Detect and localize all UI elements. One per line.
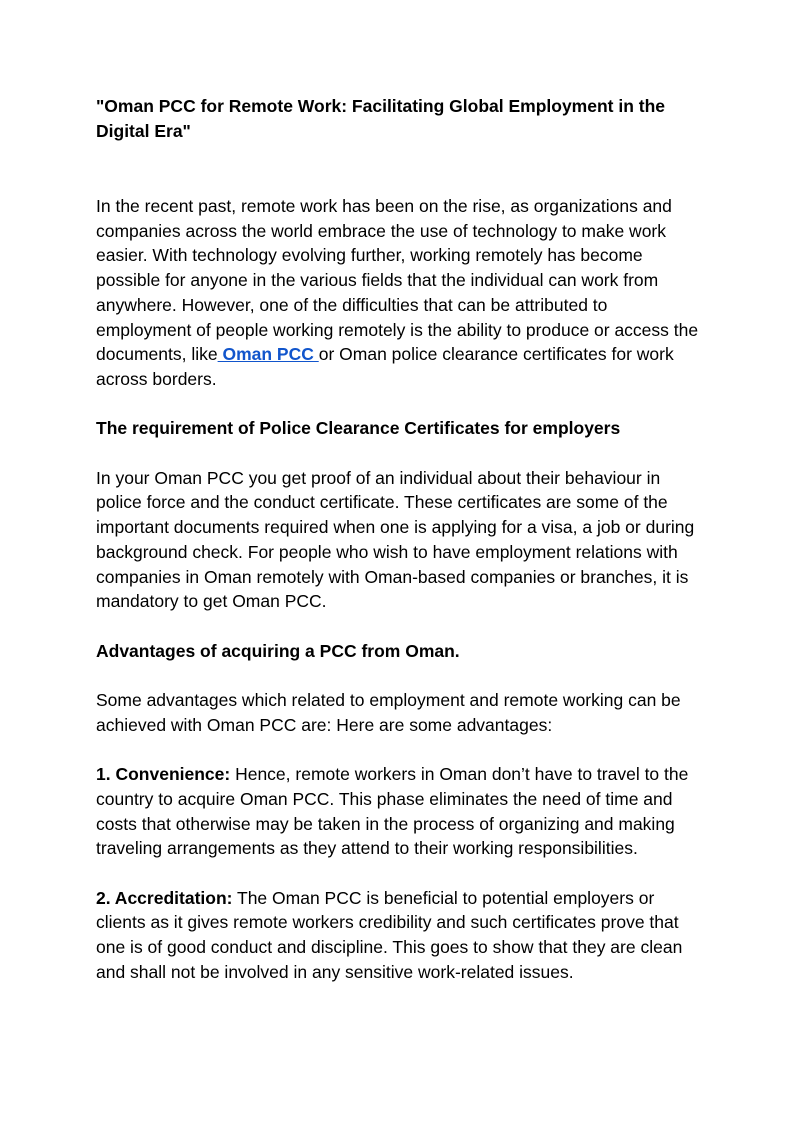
spacer [96, 663, 706, 688]
list-item-accreditation [96, 886, 706, 985]
spacer [96, 392, 706, 417]
list-item-label: 2. Accreditation: [96, 887, 233, 908]
section-body-advantages: Some advantages which related to employment and remote working can be achieved with Oman PCC are: Here are some advantages: [96, 690, 681, 735]
oman-pcc-link[interactable]: Oman PCC [217, 344, 319, 365]
list-item-convenience [96, 762, 706, 861]
spacer [96, 441, 706, 466]
list-item-text: The Oman PCC is beneficial to potential employers or clients as it gives remote workers credibility and such certificates prove that one is of good conduct and discipline. This goes to show that they are clean and shall not be involved in any sensitive work-related issues. [96, 887, 683, 982]
intro-text-before-link: In the recent past, remote work has been on the rise, as organizations and companies across the world embrace the use of technology to make work easier. With technology evolving further, working remotely has become possible for anyone in the various fields that the individual can work from anywhere. However, one of the difficulties that can be attributed to employment of people working remotely is the ability to produce or access the documents, like [96, 196, 699, 365]
intro-paragraph [96, 194, 706, 392]
section-body-requirement: In your Oman PCC you get proof of an individual about their behaviour in police force and the conduct certificate. These certificates are some of the important documents required when one is applying for a visa, a job or during background check. For people who wish to have employment relations with companies in Oman remotely with Oman-based companies or branches, it is mandatory to get Oman PCC. [96, 467, 695, 612]
spacer [96, 614, 706, 639]
section-heading-advantages: Advantages of acquiring a PCC from Oman. [96, 640, 460, 661]
section-heading-requirement: The requirement of Police Clearance Certificates for employers [96, 418, 621, 439]
spacer [96, 861, 706, 886]
document-page [96, 94, 706, 984]
list-item-text: Hence, remote workers in Oman don’t have to travel to the country to acquire Oman PCC. This phase eliminates the need of time and costs that otherwise may be taken in the process of organizing and making traveling arrangements as they attend to their working responsibilities. [96, 764, 689, 859]
document-title: "Oman PCC for Remote Work: Facilitating Global Employment in the Digital Era" [96, 96, 666, 141]
list-item-label: 1. Convenience: [96, 764, 231, 785]
spacer [96, 737, 706, 762]
intro-text-after-link: or Oman police clearance certificates for work across borders. [96, 344, 674, 389]
